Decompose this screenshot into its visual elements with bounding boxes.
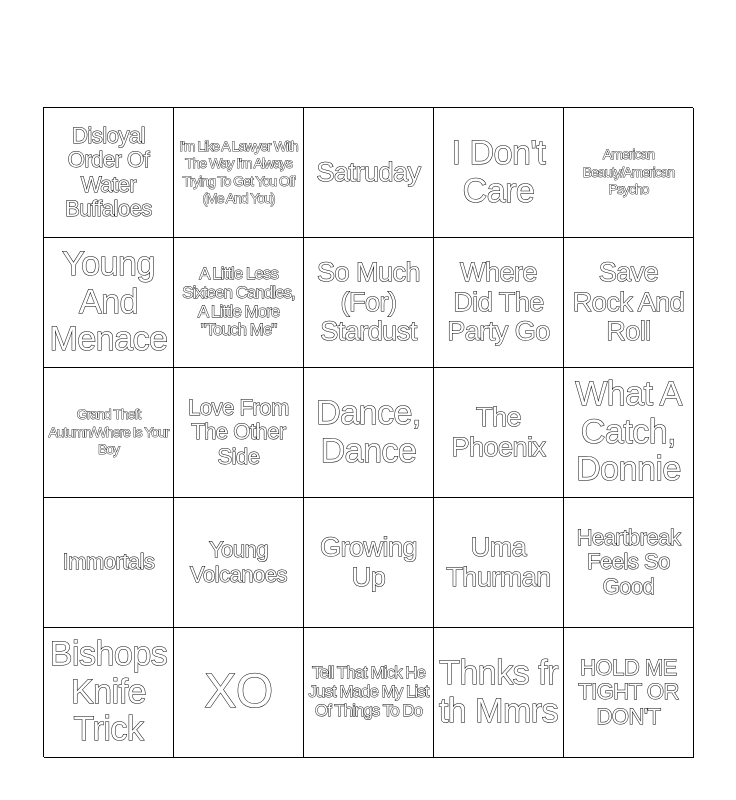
- cell-text: Love From The Other Side: [188, 395, 289, 469]
- bingo-cell-r4-c3[interactable]: [304, 498, 434, 628]
- cell-text: What A Catch, Donnie: [575, 375, 682, 489]
- bingo-cell-r2-c5[interactable]: [564, 238, 694, 368]
- bingo-cell-r3-c3[interactable]: [304, 368, 434, 498]
- bingo-cell-r4-c1[interactable]: [44, 498, 174, 628]
- bingo-cell-r1-c1[interactable]: [44, 108, 174, 238]
- cell-text: Uma Thurman: [446, 531, 551, 592]
- bingo-cell-r5-c5[interactable]: [564, 628, 694, 758]
- cell-text: The Phoenix: [451, 401, 546, 462]
- cell-text: Save Rock And Roll: [572, 256, 685, 347]
- bingo-cell-r3-c2[interactable]: [174, 368, 304, 498]
- cell-text: Grand Theft Autumn/Where Is Your Boy: [48, 406, 169, 458]
- bingo-cell-r2-c4[interactable]: [434, 238, 564, 368]
- cell-text: HOLD ME TIGHT OR DON'T: [578, 655, 679, 729]
- cell-text: Young Volcanoes: [189, 537, 288, 587]
- bingo-cell-r1-c3[interactable]: [304, 108, 434, 238]
- bingo-cell-r1-c2[interactable]: [174, 108, 304, 238]
- bingo-cell-r1-c5[interactable]: [564, 108, 694, 238]
- bingo-cell-r3-c4[interactable]: [434, 368, 564, 498]
- cell-text: XO: [204, 665, 273, 719]
- bingo-cell-r5-c1[interactable]: [44, 628, 174, 758]
- cell-text: Immortals: [62, 549, 155, 575]
- bingo-cell-r2-c2[interactable]: [174, 238, 304, 368]
- cell-text: Young And Menace: [49, 245, 168, 359]
- cell-text: Heartbreak Feels So Good: [576, 525, 681, 599]
- cell-text: Growing Up: [319, 531, 418, 592]
- bingo-cell-r2-c3[interactable]: [304, 238, 434, 368]
- bingo-cell-r1-c4[interactable]: [434, 108, 564, 238]
- bingo-cell-r3-c5[interactable]: [564, 368, 694, 498]
- bingo-cell-r4-c2[interactable]: [174, 498, 304, 628]
- cell-text: Satruday: [316, 156, 421, 187]
- bingo-cell-r3-c1[interactable]: [44, 368, 174, 498]
- cell-text: American Beauty/American Psycho: [582, 146, 675, 198]
- cell-text: Tell That Mick He Just Made My List Of Things To Do: [308, 663, 429, 720]
- bingo-cell-r4-c5[interactable]: [564, 498, 694, 628]
- bingo-cell-r5-c3[interactable]: [304, 628, 434, 758]
- cell-text: Thnks fr th Mmrs: [438, 654, 559, 730]
- bingo-board: [43, 107, 693, 757]
- bingo-cell-r2-c1[interactable]: [44, 238, 174, 368]
- cell-text: So Much (For) Stardust: [316, 256, 421, 347]
- cell-text: Bishops Knife Trick: [49, 635, 168, 749]
- bingo-cell-r5-c4[interactable]: [434, 628, 564, 758]
- cell-text: Dance, Dance: [316, 394, 421, 470]
- cell-text: A Little Less Sixteen Candles, A Little More "Touch Me": [182, 264, 295, 340]
- bingo-cell-r5-c2[interactable]: [174, 628, 304, 758]
- cell-text: Disloyal Order Of Water Buffaloes: [65, 123, 152, 221]
- cell-text: I'm Like A Lawyer With The Way I'm Always Trying To Get You Off (Me And You): [179, 137, 298, 206]
- cell-text: I Don't Care: [451, 134, 546, 210]
- bingo-cell-r4-c4[interactable]: [434, 498, 564, 628]
- cell-text: Where Did The Party Go: [447, 256, 550, 347]
